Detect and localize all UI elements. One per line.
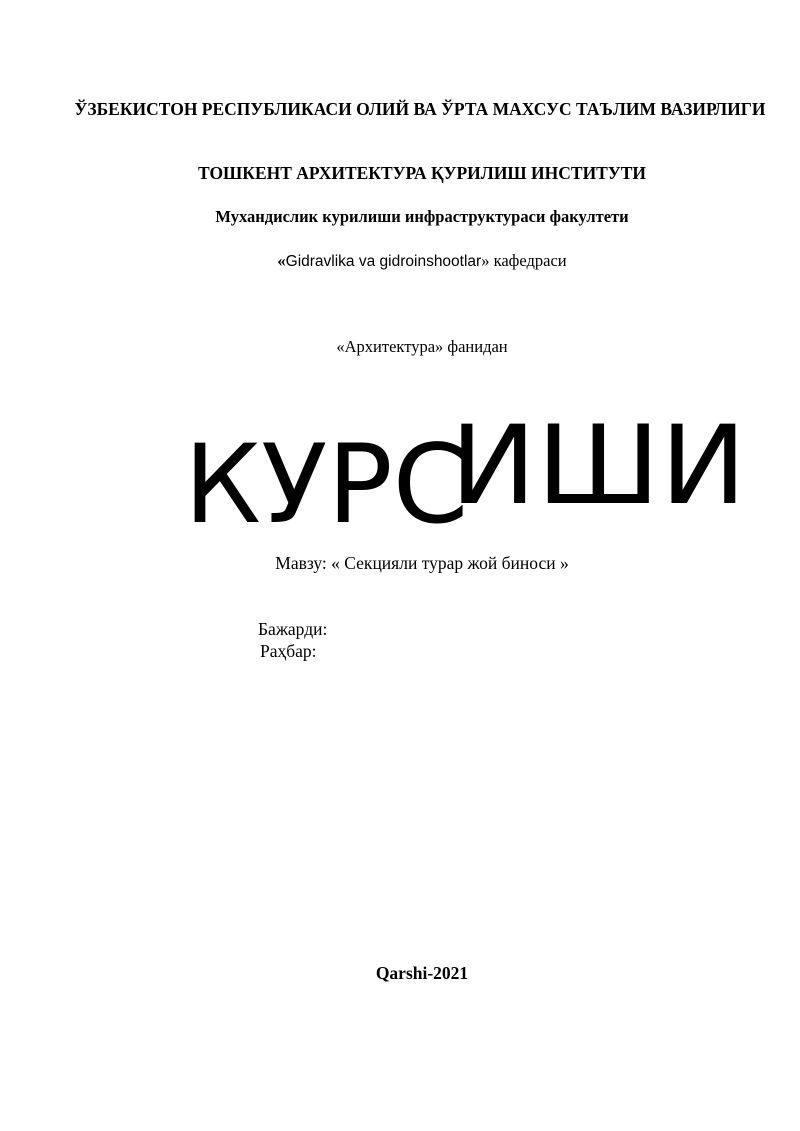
faculty-heading: Мухандислик курилиши инфраструктураси факултети: [215, 207, 629, 226]
wordart-word-kurs: КУРС: [184, 421, 469, 545]
wordart-word-ishi: ИШИ: [450, 403, 747, 530]
course-work-wordart: [0, 395, 800, 545]
topic-line: Мавзу: « Секцияли турар жой биноси »: [275, 553, 569, 573]
subject-line: «Архитектура» фанидан: [336, 337, 508, 356]
department-open-quote: «: [277, 251, 286, 270]
supervisor-label: Раҳбар:: [260, 641, 317, 661]
performed-by-label: Бажарди:: [258, 619, 328, 639]
institute-heading: ТОШКЕНТ АРХИТЕКТУРА ҚУРИЛИШ ИНСТИТУТИ: [198, 163, 646, 183]
ministry-heading: ЎЗБЕКИСТОН РЕСПУБЛИКАСИ ОЛИЙ ВА ЎРТА МАХСУС ТАЪЛИМ ВАЗИРЛИГИ: [74, 99, 766, 119]
department-line: [22, 251, 800, 271]
department-name: Gidravlika va gidroinshootlar: [285, 253, 482, 270]
department-suffix: » кафедраси: [481, 251, 567, 270]
city-year-footer: Qarshi-2021: [375, 963, 469, 983]
